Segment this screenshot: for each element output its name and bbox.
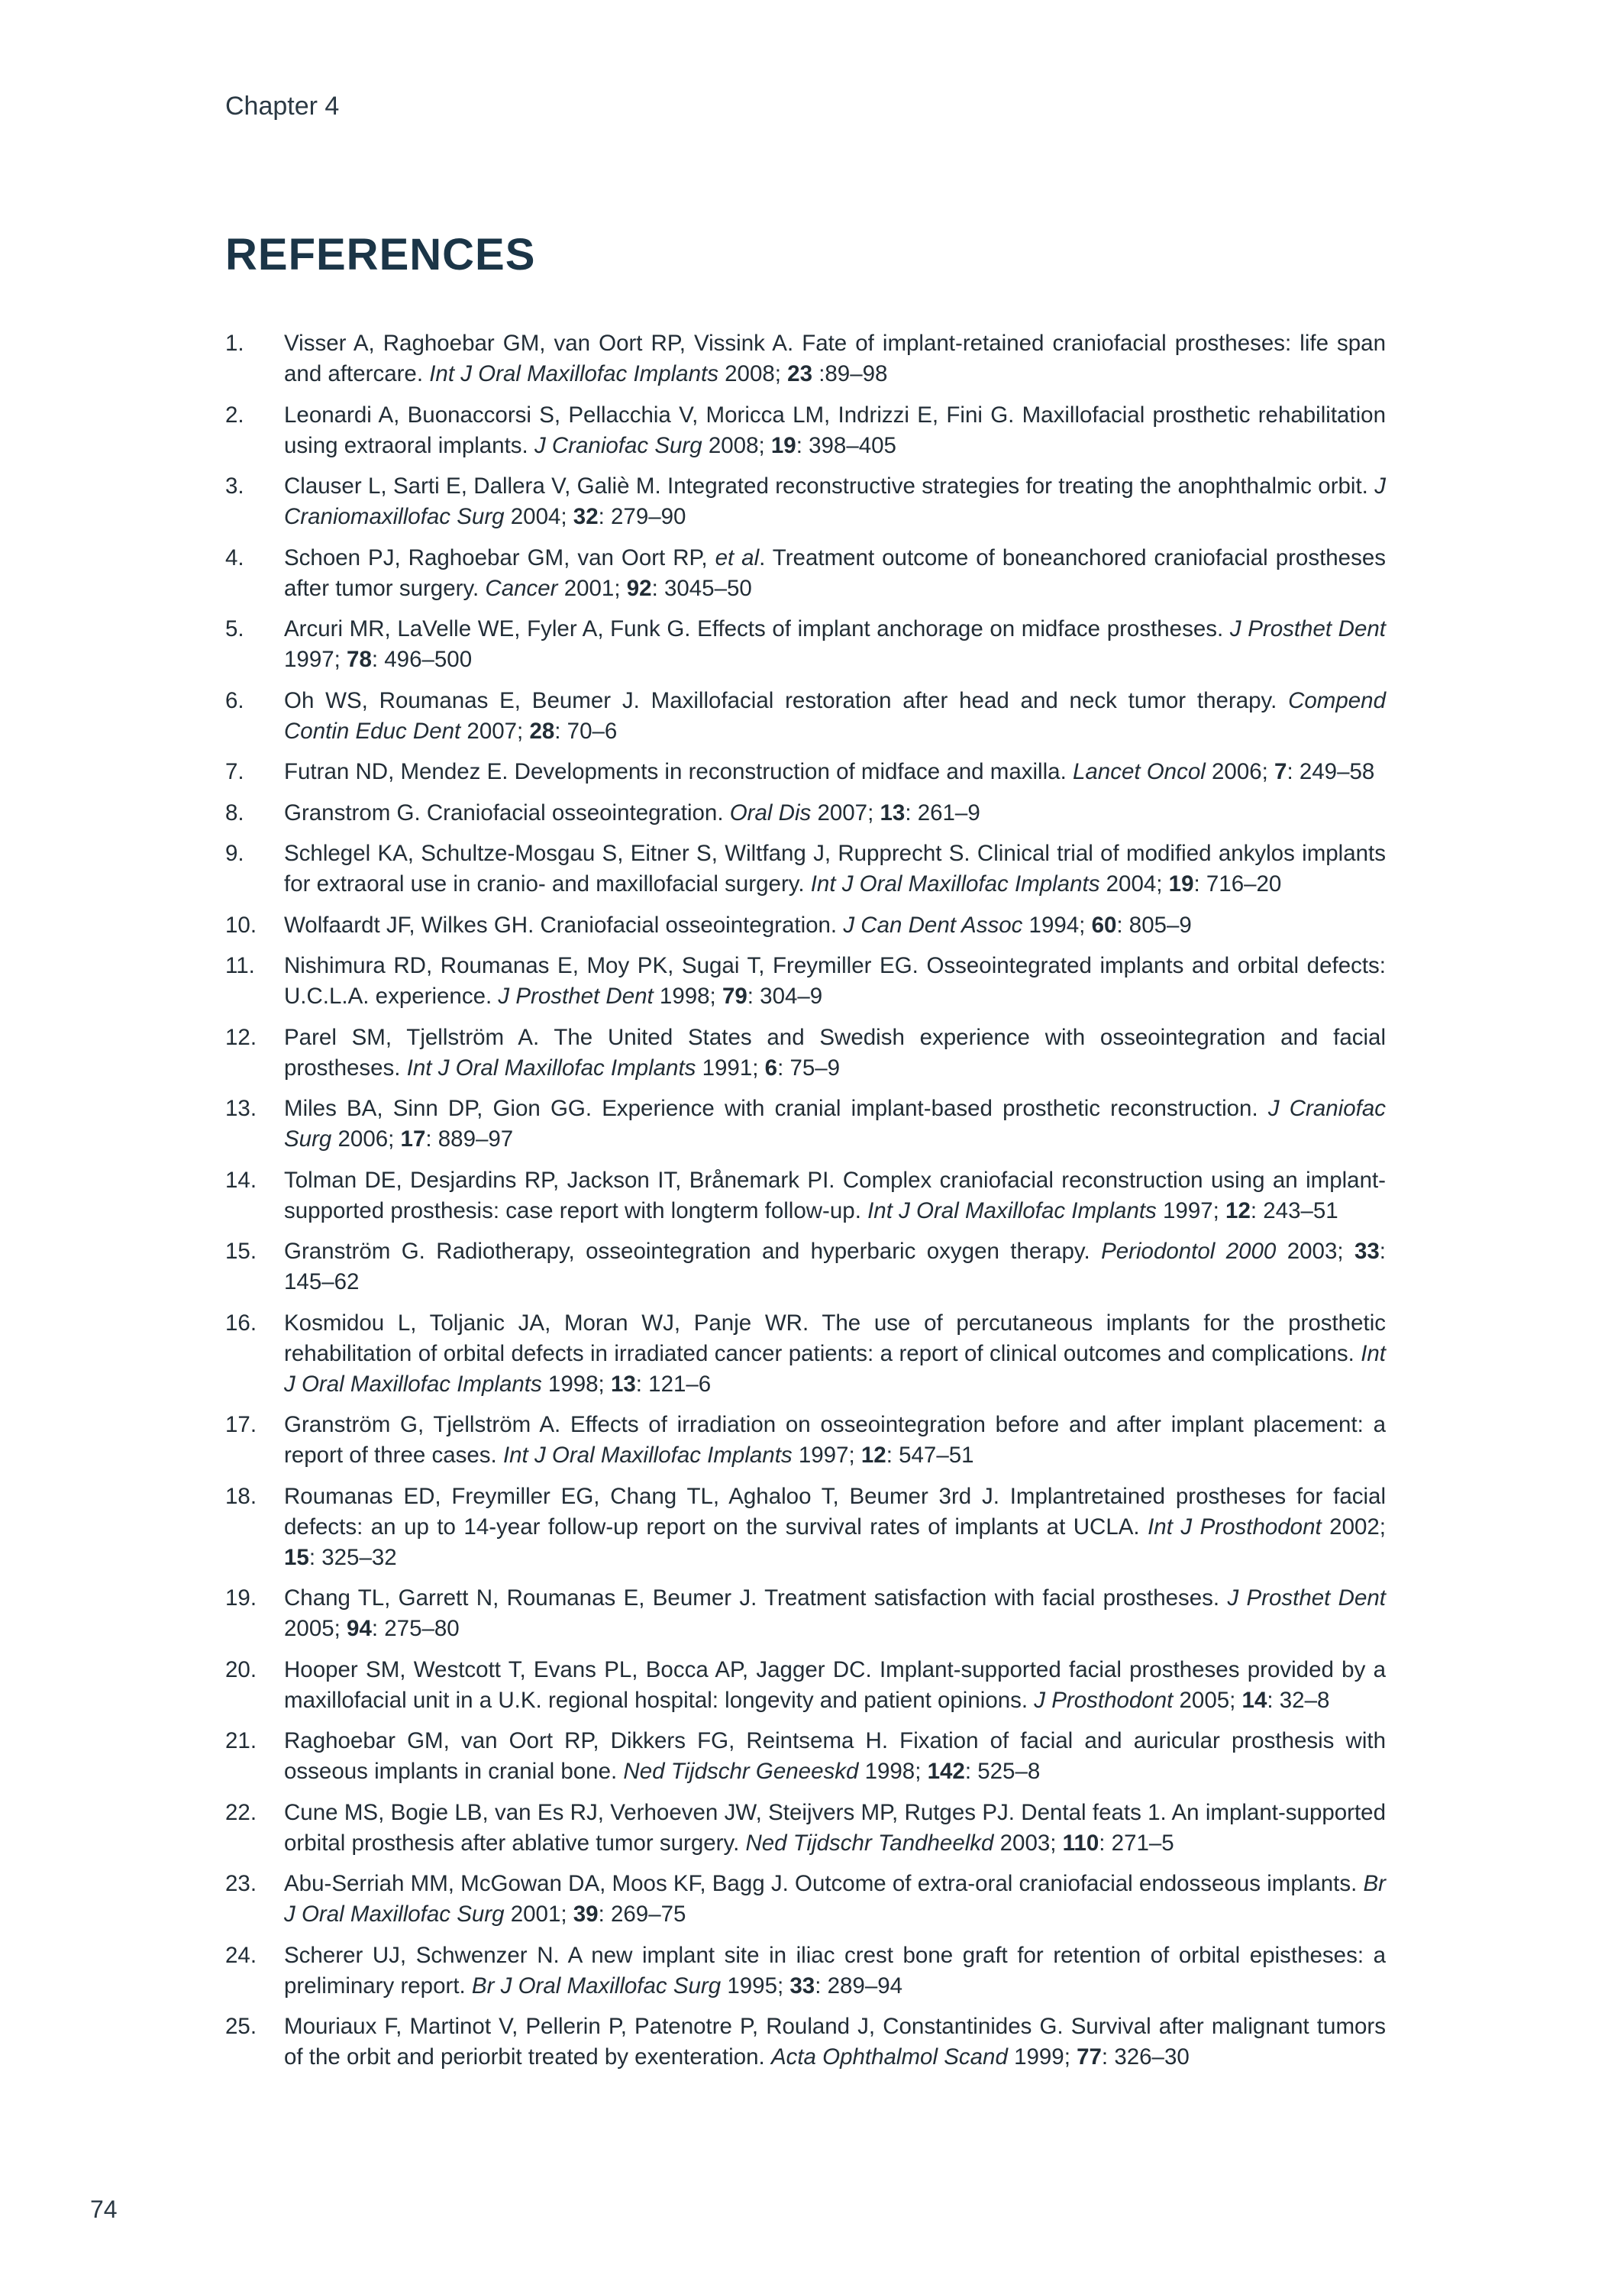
reference-journal: Int J Oral Maxillofac Implants	[502, 1443, 793, 1468]
reference-text: Nishimura RD, Roumanas E, Moy PK, Sugai T, Freymiller EG. Osseointegrated implants and orbital defects: U.C.L.A. experience.	[284, 953, 1386, 1009]
reference-year: 2007;	[460, 718, 530, 744]
reference-year: 1998;	[541, 1371, 611, 1397]
reference-journal: J Can Dent Assoc	[843, 912, 1023, 938]
reference-item	[225, 1726, 1386, 1787]
reference-item	[225, 328, 1386, 389]
reference-year: 2001;	[557, 575, 627, 601]
reference-number: 3.	[225, 473, 244, 499]
reference-pages: : 326–30	[1101, 2044, 1190, 2070]
reference-volume: 13	[610, 1371, 636, 1397]
reference-volume: 39	[573, 1902, 599, 1927]
reference-journal: Compend Contin Educ Dent	[284, 687, 1386, 744]
reference-volume: 23	[787, 361, 812, 386]
reference-pages: : 121–6	[635, 1371, 712, 1397]
reference-text: Chang TL, Garrett N, Roumanas E, Beumer J. Treatment satisfaction with facial prostheses.	[284, 1585, 1228, 1611]
reference-volume: 19	[770, 432, 796, 458]
reference-number: 12.	[225, 1024, 257, 1050]
reference-journal: Br J Oral Maxillofac Surg	[284, 1871, 1386, 1927]
reference-volume: 60	[1091, 912, 1117, 938]
reference-text: Tolman DE, Desjardins RP, Jackson IT, Brånemark PI. Complex craniofacial reconstruction using an implant-supported prosthesis: case report with longterm follow-up.	[284, 1167, 1386, 1223]
reference-number: 18.	[225, 1483, 257, 1509]
reference-journal: Lancet Oncol	[1072, 759, 1206, 784]
reference-volume: 15	[284, 1544, 309, 1570]
reference-number: 16.	[225, 1310, 257, 1336]
reference-journal: Oral Dis	[729, 800, 812, 826]
reference-number: 17.	[225, 1412, 257, 1437]
reference-number: 5.	[225, 616, 244, 641]
reference-item	[225, 1798, 1386, 1859]
reference-pages: : 70–6	[554, 718, 618, 744]
reference-year: 2003;	[993, 1830, 1063, 1856]
reference-number: 6.	[225, 687, 244, 713]
reference-text: Abu-Serriah MM, McGowan DA, Moos KF, Bagg J. Outcome of extra-oral craniofacial endosseous implants.	[284, 1871, 1364, 1896]
reference-journal: Ned Tijdschr Tandheelkd	[745, 1830, 994, 1856]
reference-number: 11.	[225, 953, 255, 978]
reference-pages: : 32–8	[1267, 1687, 1330, 1713]
reference-year: 1997;	[284, 647, 347, 672]
reference-item	[225, 798, 1386, 829]
reference-journal: Int J Prosthodont	[1148, 1514, 1322, 1540]
reference-volume: 142	[927, 1759, 965, 1784]
reference-et-al: et al	[715, 544, 760, 570]
reference-number: 10.	[225, 912, 257, 938]
reference-text: Scherer UJ, Schwenzer N. A new implant site in iliac crest bone graft for retention of orbital epistheses: a preliminary report.	[284, 1942, 1386, 1999]
reference-volume: 12	[1225, 1197, 1251, 1223]
reference-year: 1998;	[653, 984, 722, 1009]
reference-volume: 94	[347, 1616, 372, 1641]
reference-text: Kosmidou L, Toljanic JA, Moran WJ, Panje WR. The use of percutaneous implants for the prosthetic rehabilitation of orbital defects in irradiated cancer patients: a report of clinical outcomes and complications.	[284, 1310, 1386, 1366]
reference-volume: 12	[860, 1443, 886, 1468]
reference-item	[225, 471, 1386, 532]
reference-number: 2.	[225, 402, 244, 428]
reference-journal: Int J Oral Maxillofac Implants	[429, 361, 718, 386]
reference-item	[225, 1655, 1386, 1716]
reference-number: 14.	[225, 1167, 257, 1193]
reference-pages: : 325–32	[308, 1544, 397, 1570]
reference-year: 2005;	[1173, 1687, 1242, 1713]
reference-year: 2005;	[284, 1616, 347, 1641]
reference-pages: : 3045–50	[651, 575, 752, 601]
reference-pages: : 279–90	[598, 504, 686, 529]
reference-journal: J Prosthet Dent	[498, 984, 654, 1009]
reference-item	[225, 614, 1386, 675]
reference-text: Parel SM, Tjellström A. The United States and Swedish experience with osseointegration and facial prostheses.	[284, 1024, 1386, 1081]
reference-text: Wolfaardt JF, Wilkes GH. Craniofacial osseointegration.	[284, 912, 844, 938]
reference-journal: Int J Oral Maxillofac Implants	[284, 1340, 1386, 1397]
reference-journal: Int J Oral Maxillofac Implants	[867, 1197, 1157, 1223]
reference-year: 2001;	[504, 1902, 573, 1927]
reference-year: 1998;	[858, 1759, 928, 1784]
reference-item	[225, 686, 1386, 747]
reference-number: 20.	[225, 1656, 257, 1682]
reference-volume: 78	[347, 647, 372, 672]
reference-journal: J Craniofac Surg	[534, 432, 702, 458]
reference-volume: 33	[1354, 1239, 1380, 1264]
reference-volume: 92	[626, 575, 652, 601]
reference-volume: 28	[529, 718, 555, 744]
reference-pages: : 805–9	[1116, 912, 1192, 938]
reference-text: Mouriaux F, Martinot V, Pellerin P, Patenotre P, Rouland J, Constantinides G. Survival after malignant tumors of the orbit and periorbit treated by exenteration.	[284, 2014, 1386, 2070]
reference-volume: 13	[880, 800, 906, 826]
reference-pages: : 243–51	[1250, 1197, 1338, 1223]
reference-pages: : 547–51	[886, 1443, 974, 1468]
reference-number: 22.	[225, 1799, 257, 1825]
reference-number: 15.	[225, 1239, 257, 1264]
reference-pages: : 275–80	[371, 1616, 460, 1641]
reference-pages: : 304–9	[747, 984, 823, 1009]
reference-item	[225, 1236, 1386, 1297]
reference-item	[225, 910, 1386, 941]
reference-item	[225, 1583, 1386, 1644]
reference-text: Schoen PJ, Raghoebar GM, van Oort RP,	[284, 544, 715, 570]
reference-item	[225, 400, 1386, 461]
reference-text: Granström G. Radiotherapy, osseointegration and hyperbaric oxygen therapy.	[284, 1239, 1102, 1264]
reference-year: 2008;	[702, 432, 771, 458]
reference-number: 8.	[225, 800, 244, 826]
reference-volume: 6	[764, 1055, 778, 1081]
reference-journal: J Craniomaxillofac Surg	[284, 473, 1386, 529]
reference-pages: : 269–75	[598, 1902, 686, 1927]
reference-item	[225, 1308, 1386, 1400]
reference-volume: 17	[400, 1126, 426, 1152]
reference-journal: Cancer	[485, 575, 558, 601]
reference-text: Granström G, Tjellström A. Effects of irradiation on osseointegration before and after implant placement: a report of three cases.	[284, 1412, 1386, 1468]
reference-volume: 77	[1077, 2044, 1102, 2070]
reference-pages: : 716–20	[1193, 871, 1282, 897]
reference-journal: Br J Oral Maxillofac Surg	[471, 1973, 722, 1999]
reference-number: 19.	[225, 1585, 257, 1611]
reference-journal: J Prosthet Dent	[1229, 616, 1386, 641]
reference-item	[225, 1410, 1386, 1471]
reference-year: 1997;	[792, 1443, 861, 1468]
reference-number: 23.	[225, 1871, 257, 1896]
reference-item	[225, 1940, 1386, 2002]
page-title: REFERENCES	[225, 230, 536, 280]
reference-year: 1999;	[1007, 2044, 1077, 2070]
reference-journal: J Prosthet Dent	[1227, 1585, 1386, 1611]
reference-number: 7.	[225, 759, 244, 784]
reference-volume: 14	[1241, 1687, 1267, 1713]
reference-item	[225, 1869, 1386, 1930]
reference-text: Granstrom G. Craniofacial osseointegration.	[284, 800, 730, 826]
reference-number: 25.	[225, 2014, 257, 2039]
reference-number: 21.	[225, 1728, 257, 1753]
chapter-header: Chapter 4	[225, 92, 340, 121]
reference-item	[225, 2011, 1386, 2073]
reference-journal: Int J Oral Maxillofac Implants	[406, 1055, 696, 1081]
reference-text: Cune MS, Bogie LB, van Es RJ, Verhoeven JW, Steijvers MP, Rutges PJ. Dental feats 1. An implant-supported orbital prosthesis after ablative tumor surgery.	[284, 1799, 1386, 1856]
reference-year: 2007;	[811, 800, 880, 826]
reference-text: Arcuri MR, LaVelle WE, Fyler A, Funk G. Effects of implant anchorage on midface prostheses.	[284, 616, 1230, 641]
reference-item	[225, 543, 1386, 604]
reference-item	[225, 951, 1386, 1012]
reference-item	[225, 1165, 1386, 1226]
reference-journal: Acta Ophthalmol Scand	[770, 2044, 1008, 2070]
reference-year: 2004;	[1099, 871, 1169, 897]
reference-journal: J Craniofac Surg	[284, 1096, 1386, 1152]
reference-pages: :89–98	[812, 361, 888, 386]
page-number: 74	[90, 2196, 118, 2223]
reference-pages: : 496–500	[371, 647, 473, 672]
reference-item	[225, 1094, 1386, 1155]
reference-pages: : 75–9	[777, 1055, 841, 1081]
reference-list	[225, 328, 1386, 2083]
reference-text: Visser A, Raghoebar GM, van Oort RP, Vissink A. Fate of implant-retained craniofacial prostheses: life span and aftercare.	[284, 331, 1386, 386]
reference-pages: : 889–97	[425, 1126, 514, 1152]
reference-pages: : 261–9	[905, 800, 980, 826]
reference-pages: : 398–405	[796, 432, 896, 458]
reference-year: 2008;	[718, 361, 788, 386]
reference-year: 2003;	[1276, 1239, 1354, 1264]
reference-text: Futran ND, Mendez E. Developments in reconstruction of midface and maxilla.	[284, 759, 1073, 784]
reference-number: 4.	[225, 544, 244, 570]
reference-number: 24.	[225, 1942, 257, 1968]
reference-text: Leonardi A, Buonaccorsi S, Pellacchia V, Moricca LM, Indrizzi E, Fini G. Maxillofacial prosthetic rehabilitation using extraoral implants.	[284, 402, 1386, 458]
reference-item	[225, 757, 1386, 787]
reference-volume: 33	[789, 1973, 815, 1999]
reference-number: 13.	[225, 1096, 257, 1121]
reference-year: 1994;	[1022, 912, 1092, 938]
reference-number: 9.	[225, 841, 244, 866]
reference-year: 2006;	[1205, 759, 1275, 784]
reference-year: 2006;	[331, 1126, 401, 1152]
reference-year: 2004;	[504, 504, 573, 529]
reference-text: Oh WS, Roumanas E, Beumer J. Maxillofacial restoration after head and neck tumor therapy.	[284, 687, 1289, 713]
reference-text: Raghoebar GM, van Oort RP, Dikkers FG, Reintsema H. Fixation of facial and auricular prosthesis with osseous implants in cranial bone.	[284, 1728, 1386, 1784]
reference-volume: 79	[722, 984, 747, 1009]
reference-text: Schlegel KA, Schultze-Mosgau S, Eitner S, Wiltfang J, Rupprecht S. Clinical trial of modified ankylos implants for extraoral use in cranio- and maxillofacial surgery.	[284, 841, 1386, 897]
reference-pages: : 289–94	[815, 1973, 903, 1999]
reference-item	[225, 1023, 1386, 1084]
reference-pages: : 249–58	[1287, 759, 1375, 784]
reference-text: . Treatment outcome of boneanchored craniofacial prostheses after tumor surgery.	[284, 544, 1386, 601]
reference-journal: J Prosthodont	[1034, 1687, 1174, 1713]
reference-pages: : 271–5	[1099, 1830, 1174, 1856]
reference-volume: 7	[1274, 759, 1287, 784]
reference-item	[225, 1482, 1386, 1573]
reference-text: Roumanas ED, Freymiller EG, Chang TL, Aghaloo T, Beumer 3rd J. Implantretained prostheses for facial defects: an up to 14-year follow-up report on the survival rates of implants at UCLA.	[284, 1483, 1386, 1540]
reference-journal: Int J Oral Maxillofac Implants	[810, 871, 1100, 897]
reference-item	[225, 839, 1386, 900]
reference-volume: 19	[1168, 871, 1194, 897]
reference-year: 1991;	[696, 1055, 765, 1081]
reference-journal: Periodontol 2000	[1101, 1239, 1277, 1264]
reference-journal: Ned Tijdschr Geneeskd	[623, 1759, 859, 1784]
reference-text: Miles BA, Sinn DP, Gion GG. Experience with cranial implant-based prosthetic reconstruction.	[284, 1096, 1268, 1121]
reference-year: 1995;	[721, 1973, 790, 1999]
reference-volume: 110	[1062, 1830, 1099, 1856]
reference-text: Clauser L, Sarti E, Dallera V, Galiè M. Integrated reconstructive strategies for treating the anophthalmic orbit.	[284, 473, 1375, 499]
reference-volume: 32	[573, 504, 599, 529]
reference-text: Hooper SM, Westcott T, Evans PL, Bocca AP, Jagger DC. Implant-supported facial prostheses provided by a maxillofacial unit in a U.K. regional hospital: longevity and patient opinions.	[284, 1656, 1386, 1713]
reference-pages: : 525–8	[964, 1759, 1041, 1784]
reference-year: 2002;	[1321, 1514, 1386, 1540]
reference-year: 1997;	[1156, 1197, 1226, 1223]
reference-pages: : 145–62	[284, 1239, 1386, 1294]
reference-number: 1.	[225, 331, 244, 356]
